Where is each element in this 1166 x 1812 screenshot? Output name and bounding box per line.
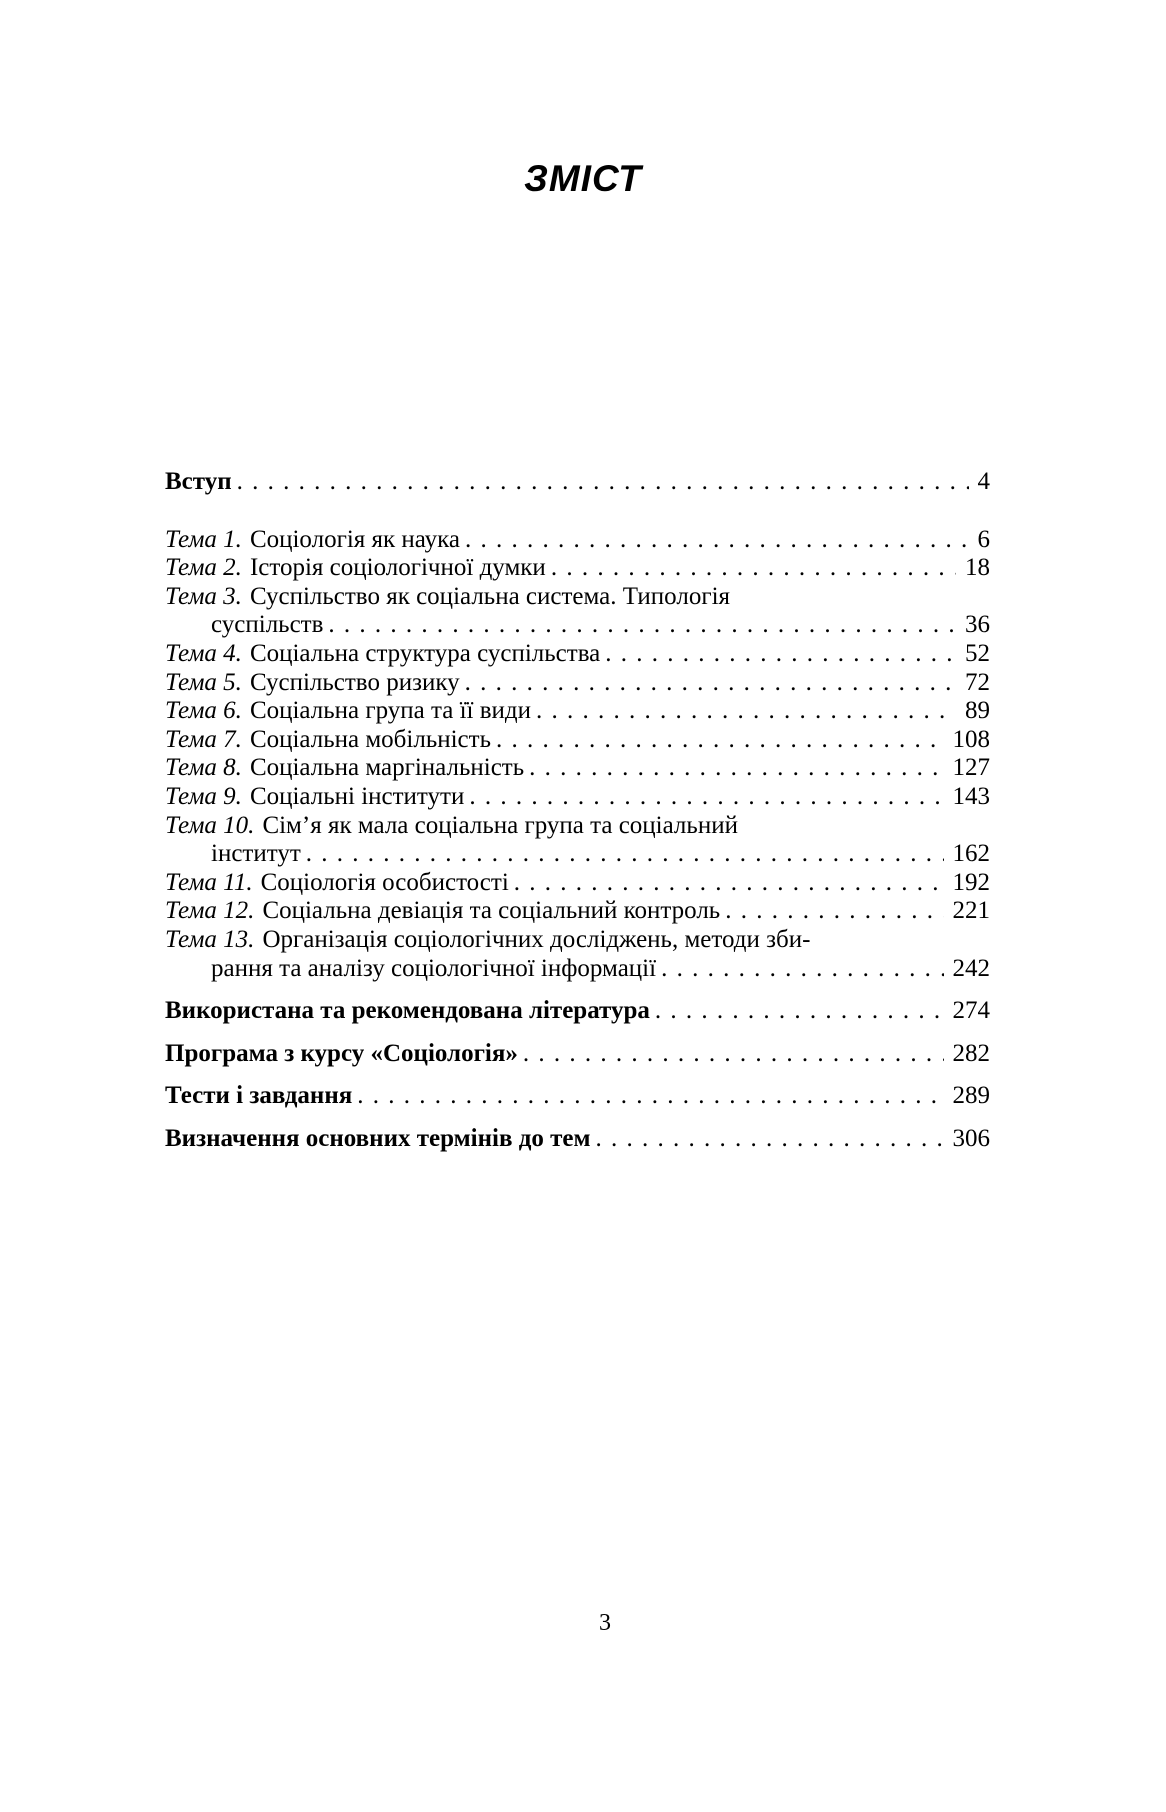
toc-entry-page: 192	[952, 868, 990, 896]
toc-entry	[165, 869, 990, 898]
toc-entry-number: Тема 6.	[165, 697, 242, 725]
toc-entry	[165, 1125, 990, 1154]
toc-entry-page: 274	[952, 997, 990, 1025]
toc-entry	[165, 726, 990, 755]
toc-entry	[165, 997, 990, 1026]
dot-leader	[232, 468, 969, 497]
footer-page-number: 3	[599, 1610, 611, 1636]
toc-entry-number: Тема 8.	[165, 754, 242, 782]
dot-leader	[650, 997, 944, 1026]
toc-entry-title: Соціальна структура суспільства	[249, 639, 601, 667]
toc-entry-line	[165, 1040, 990, 1069]
toc-entry-number: Тема 5.	[165, 668, 242, 696]
toc-entry-page: 127	[952, 754, 990, 782]
toc-entry-number: Тема 13.	[165, 925, 255, 953]
toc-entry	[165, 583, 990, 640]
toc-entry-title: Суспільство ризику	[249, 668, 460, 696]
toc-entry-title: Визначення основних термінів до тем	[165, 1124, 591, 1152]
toc-entry-title-continued: суспільств	[211, 611, 324, 639]
toc-entry-title: Соціальна маргінальність	[249, 754, 525, 782]
dot-leader	[531, 697, 956, 726]
toc-entry-number: Тема 1.	[165, 525, 242, 553]
toc-entry-page: 72	[965, 668, 990, 696]
toc-entry	[165, 468, 990, 497]
toc-entry-line	[165, 669, 990, 698]
toc-entry-line	[165, 640, 990, 669]
toc-entry-title: Використана та рекомендована література	[165, 997, 650, 1025]
toc-entry-page: 162	[952, 840, 990, 868]
toc-entry	[165, 812, 990, 869]
toc-entry-line	[165, 554, 990, 583]
dot-leader	[491, 726, 944, 755]
toc-entry-title: Соціологія як наука	[249, 525, 460, 553]
toc-entry-number: Тема 10.	[165, 811, 255, 839]
toc-entry-line	[165, 812, 990, 841]
toc-entry-line	[165, 726, 990, 755]
toc-entry-title-continued: інститут	[211, 840, 301, 868]
toc-entry-title: Соціологія особистості	[260, 868, 509, 896]
toc-entry	[165, 640, 990, 669]
toc-entry-number: Тема 12.	[165, 897, 255, 925]
toc-entry-number: Тема 3.	[165, 582, 242, 610]
toc-entry-line	[165, 869, 990, 898]
dot-leader	[460, 526, 969, 555]
toc-entry-title: Соціальні інститути	[249, 782, 465, 810]
toc-entry-line	[165, 897, 990, 926]
dot-leader	[546, 554, 956, 583]
toc-entry-page: 18	[965, 554, 990, 582]
dot-leader	[460, 669, 956, 698]
toc-entry-wrap-line	[165, 955, 990, 984]
toc-entry-page: 306	[952, 1124, 990, 1152]
toc-entry-line	[165, 926, 990, 955]
toc-entry-title: Тести і завдання	[165, 1082, 353, 1110]
toc-list	[165, 468, 990, 1153]
toc-entry-page: 242	[952, 954, 990, 982]
dot-leader	[352, 1082, 943, 1111]
dot-leader	[518, 1040, 944, 1069]
page-title: ЗМІСТ	[524, 158, 642, 199]
toc-entry-line	[165, 583, 990, 612]
book-page	[0, 158, 1166, 1812]
dot-leader	[301, 840, 944, 869]
toc-entry-line	[165, 997, 990, 1026]
toc-entry-title: Вступ	[165, 468, 232, 495]
toc-entry-wrap-line	[165, 611, 990, 640]
toc-entry	[165, 1040, 990, 1069]
toc-entry-title: Суспільство як соціальна система. Типологія	[249, 582, 731, 610]
toc-entry-wrap-line	[165, 840, 990, 869]
toc-entry	[165, 754, 990, 783]
toc-entry-number: Тема 4.	[165, 639, 242, 667]
dot-leader	[591, 1125, 944, 1154]
dot-leader	[600, 640, 956, 669]
toc-entry	[165, 897, 990, 926]
toc-entry	[165, 554, 990, 583]
toc-entry-title: Соціальна девіація та соціальний контроль	[262, 897, 721, 925]
toc-entry-page: 36	[965, 611, 990, 639]
toc-entry-title: Історія соціологічної думки	[249, 554, 546, 582]
toc-entry	[165, 1082, 990, 1111]
toc-entry-number: Тема 9.	[165, 782, 242, 810]
toc-entry-page: 282	[952, 1039, 990, 1067]
toc-entry-title: Організація соціологічних досліджень, методи зби-	[262, 925, 811, 953]
dot-leader	[509, 869, 944, 898]
toc-entry-number: Тема 2.	[165, 554, 242, 582]
toc-entry-title: Сім’я як мала соціальна група та соціальний	[262, 811, 738, 839]
toc-entry-title: Програма з курсу «Соціологія»	[165, 1039, 518, 1067]
toc-entry-page: 89	[965, 697, 990, 725]
toc-entry-title: Соціальна група та її види	[249, 697, 532, 725]
toc-entry	[165, 783, 990, 812]
toc-entry-line	[165, 468, 990, 497]
toc-entry-number: Тема 7.	[165, 725, 242, 753]
toc-entry-title: Соціальна мобільність	[249, 725, 491, 753]
toc-entry-page: 108	[952, 725, 990, 753]
dot-leader	[524, 754, 943, 783]
toc-entry	[165, 926, 990, 983]
toc-entry-line	[165, 754, 990, 783]
toc-entry	[165, 697, 990, 726]
toc-entry-line	[165, 783, 990, 812]
toc-entry-number: Тема 11.	[165, 868, 253, 896]
toc-entry-page: 289	[952, 1082, 990, 1110]
toc-entry-page: 4	[977, 468, 990, 495]
dot-leader	[323, 611, 956, 640]
toc-entry-line	[165, 697, 990, 726]
dot-leader	[464, 783, 943, 812]
toc-entry-line	[165, 1082, 990, 1111]
toc-entry-line	[165, 526, 990, 555]
toc-entry-line	[165, 1125, 990, 1154]
dot-leader	[720, 897, 943, 926]
toc-entry	[165, 669, 990, 698]
toc-entry-page: 52	[965, 639, 990, 667]
toc-entry	[165, 526, 990, 555]
toc-entry-page: 6	[977, 525, 990, 553]
toc-entry-page: 221	[952, 897, 990, 925]
toc-entry-page: 143	[952, 782, 990, 810]
dot-leader	[656, 955, 943, 984]
toc-entry-title-continued: рання та аналізу соціологічної інформації	[211, 954, 657, 982]
